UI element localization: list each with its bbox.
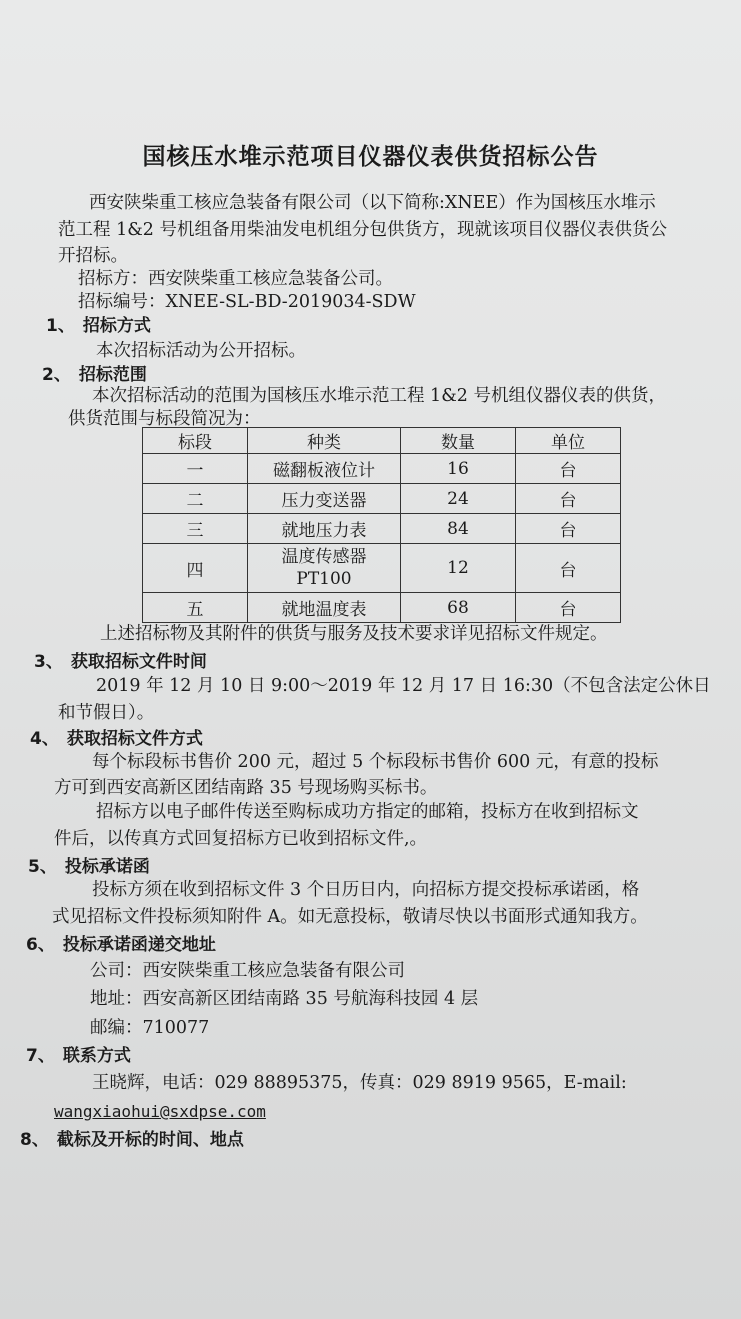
table-cell: 84 bbox=[401, 514, 516, 544]
s7-contact: 王晓辉，电话：029 88895375，传真：029 8919 9565，E-mail: bbox=[92, 1073, 627, 1093]
table-cell: 68 bbox=[401, 593, 516, 623]
section-number: 3、 bbox=[34, 652, 63, 672]
section-title: 获取招标文件时间 bbox=[70, 652, 207, 672]
section-number: 7、 bbox=[26, 1046, 55, 1066]
page-title: 国核压水堆示范项目仪器仪表供货招标公告 bbox=[142, 144, 599, 170]
section-title: 获取招标文件方式 bbox=[66, 729, 203, 749]
email-link[interactable]: wangxiaohui@sxdpse.com bbox=[54, 1102, 266, 1121]
section-title: 招标方式 bbox=[82, 316, 151, 336]
bidder: 招标方：西安陕柴重工核应急装备公司。 bbox=[78, 269, 393, 289]
s4-line-4: 件后，以传真方式回复招标方已收到招标文件,。 bbox=[54, 829, 428, 849]
intro-line-2: 范工程 1&2 号机组备用柴油发电机组分包供货方，现就该项目仪器仪表供货公 bbox=[58, 220, 667, 240]
table-row bbox=[143, 593, 621, 623]
table-cell: 三 bbox=[143, 514, 248, 544]
section-title: 截标及开标的时间、地点 bbox=[56, 1130, 244, 1150]
section-number: 4、 bbox=[30, 729, 59, 749]
table-header-row bbox=[143, 428, 621, 454]
header-cell: 种类 bbox=[248, 428, 401, 454]
header-cell: 单位 bbox=[516, 428, 621, 454]
s5-line-1: 投标方须在收到招标文件 3 个日历日内，向招标方提交投标承诺函，格 bbox=[92, 880, 640, 900]
table-cell: 台 bbox=[516, 544, 621, 593]
table-cell: 温度传感器 PT100 bbox=[248, 544, 401, 593]
table-cell: 二 bbox=[143, 484, 248, 514]
table-row bbox=[143, 514, 621, 544]
items-table bbox=[142, 427, 621, 623]
table-cell: 台 bbox=[516, 454, 621, 484]
table-row bbox=[143, 484, 621, 514]
intro-line-3: 开招标。 bbox=[58, 246, 128, 266]
s2-after: 上述招标物及其附件的供货与服务及技术要求详见招标文件规定。 bbox=[100, 624, 608, 644]
section-number: 1、 bbox=[46, 316, 75, 336]
s2-line-1: 本次招标活动的范围为国核压水堆示范工程 1&2 号机组仪器仪表的供货， bbox=[92, 386, 666, 406]
s5-line-2: 式见招标文件投标须知附件 A。如无意投标，敬请尽快以书面形式通知我方。 bbox=[52, 907, 648, 927]
table-cell: 磁翻板液位计 bbox=[248, 454, 401, 484]
table-cell: 台 bbox=[516, 514, 621, 544]
section-heading-6 bbox=[26, 934, 216, 956]
table-cell: 24 bbox=[401, 484, 516, 514]
table-cell: 四 bbox=[143, 544, 248, 593]
s6-company: 公司：西安陕柴重工核应急装备有限公司 bbox=[90, 961, 405, 981]
section-heading-5 bbox=[28, 856, 150, 878]
s6-address: 地址：西安高新区团结南路 35 号航海科技园 4 层 bbox=[90, 989, 479, 1009]
section-heading-4 bbox=[30, 728, 203, 750]
intro-line-1: 西安陕柴重工核应急装备有限公司（以下简称:XNEE）作为国核压水堆示 bbox=[89, 193, 656, 213]
section-number: 5、 bbox=[28, 857, 57, 877]
section-title: 投标承诺函 bbox=[64, 857, 150, 877]
table-cell: 就地温度表 bbox=[248, 593, 401, 623]
s1-text: 本次招标活动为公开招标。 bbox=[96, 341, 306, 361]
table-cell: 16 bbox=[401, 454, 516, 484]
table-row bbox=[143, 544, 621, 593]
section-number: 8、 bbox=[20, 1130, 49, 1150]
table-row bbox=[143, 454, 621, 484]
s2-line-2: 供货范围与标段简况为： bbox=[68, 409, 261, 429]
s4-line-1: 每个标段标书售价 200 元，超过 5 个标段标书售价 600 元，有意的投标 bbox=[92, 752, 659, 772]
s3-line-2: 和节假日）。 bbox=[58, 703, 155, 723]
section-heading-7 bbox=[26, 1045, 131, 1067]
header-cell: 数量 bbox=[401, 428, 516, 454]
s6-postcode: 邮编：710077 bbox=[90, 1018, 210, 1038]
s4-line-3: 招标方以电子邮件传送至购标成功方指定的邮箱，投标方在收到招标文 bbox=[96, 802, 639, 822]
section-number: 6、 bbox=[26, 935, 55, 955]
bid-number: 招标编号：XNEE-SL-BD-2019034-SDW bbox=[78, 292, 416, 312]
section-title: 招标范围 bbox=[78, 365, 147, 385]
table-cell: 就地压力表 bbox=[248, 514, 401, 544]
section-title: 投标承诺函递交地址 bbox=[62, 935, 216, 955]
section-heading-2 bbox=[42, 364, 147, 386]
section-heading-8 bbox=[20, 1129, 244, 1151]
header-cell: 标段 bbox=[143, 428, 248, 454]
section-heading-3 bbox=[34, 651, 207, 673]
table-cell: 压力变送器 bbox=[248, 484, 401, 514]
s3-line-1: 2019 年 12 月 10 日 9:00～2019 年 12 月 17 日 16:30（不包含法定公休日 bbox=[96, 676, 711, 696]
table-cell: 12 bbox=[401, 544, 516, 593]
section-number: 2、 bbox=[42, 365, 71, 385]
s4-line-2: 方可到西安高新区团结南路 35 号现场购买标书。 bbox=[54, 778, 438, 798]
section-title: 联系方式 bbox=[62, 1046, 131, 1066]
table-cell: 一 bbox=[143, 454, 248, 484]
section-heading-1 bbox=[46, 315, 151, 337]
table-cell: 台 bbox=[516, 484, 621, 514]
table-cell: 台 bbox=[516, 593, 621, 623]
table-cell: 五 bbox=[143, 593, 248, 623]
